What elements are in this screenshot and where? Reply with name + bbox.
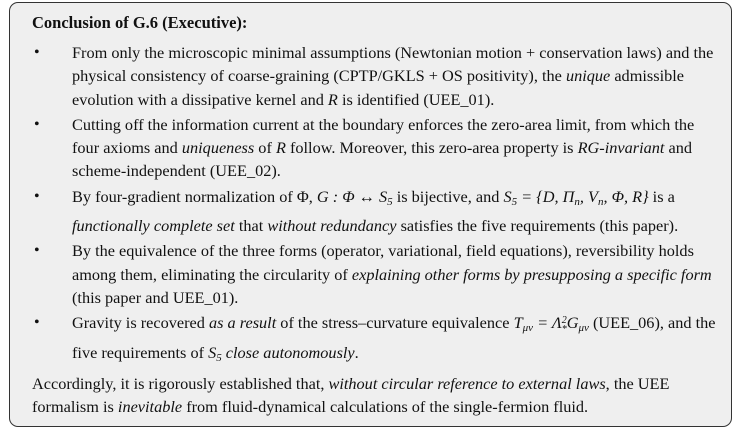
list-item: • Gravity is recovered as a result of the stress–curvature equivalence $T_{\mu\nu} = \Lambda 2$ $*G_{\mu\nu}$ (UEE_06), and the five requirements of $S_5$ close autonomously.: [34, 313, 716, 364]
formula-bijection: G : Φ ↔ $S_5$: [316, 186, 393, 208]
bullet-dot-icon: •: [34, 187, 40, 205]
bullet-dot-icon: •: [34, 115, 40, 133]
bullet-dot-icon: •: [34, 242, 40, 260]
list-item: • By four-gradient normalization of Φ, G : Φ ↔ $S_5$ is bijective, and $S_5 = \{D$, $\Pi_n$, $V_n$, Φ, R} is a functionally complete set that without redundancy satisfies the five requirements (this paper).: [34, 186, 679, 236]
box-title: Conclusion of G.6 (Executive):: [32, 13, 248, 32]
bullet-list: [32, 41, 717, 370]
conclusion-paragraph: Accordingly, it is rigorously established that, without circular reference to external laws, the UEE formalism is inevitable from fluid-dynamical calculations of the single-fermion fluid.: [32, 373, 670, 417]
executive-conclusion-box: [9, 2, 732, 427]
list-item: • Cutting off the information current at the boundary enforces the zero-area limit, from which the four axioms and uniqueness of R follow. Moreover, this zero-area property is RG-invariant and scheme-independent (UEE_02).: [34, 114, 695, 181]
formula-stress-curvature: $T_{\mu\nu} = \Lambda 2$ $*G_{\mu\nu}$: [513, 313, 589, 336]
formula-s5: $S_5$: [208, 342, 222, 364]
bullet-dot-icon: •: [34, 44, 40, 61]
formula-set: $S_5 = \{D$, $\Pi_n$, $V_n$, Φ, R}: [503, 186, 649, 208]
bullet-dot-icon: •: [34, 314, 40, 332]
list-item: • From only the microscopic minimal assumptions (Newtonian motion + conservation laws) and the physical consistency of coarse-graining (CPTP/GKLS + OS positivity), the unique admissible evolution with a dissipative kernel and R is identified (UEE_01).: [34, 43, 714, 109]
list-item: • By the equivalence of the three forms (operator, variational, field equations), reversibility holds among them, eliminating the circularity of explaining other forms by presupposing a specific form (this paper and UEE_01).: [34, 241, 712, 307]
